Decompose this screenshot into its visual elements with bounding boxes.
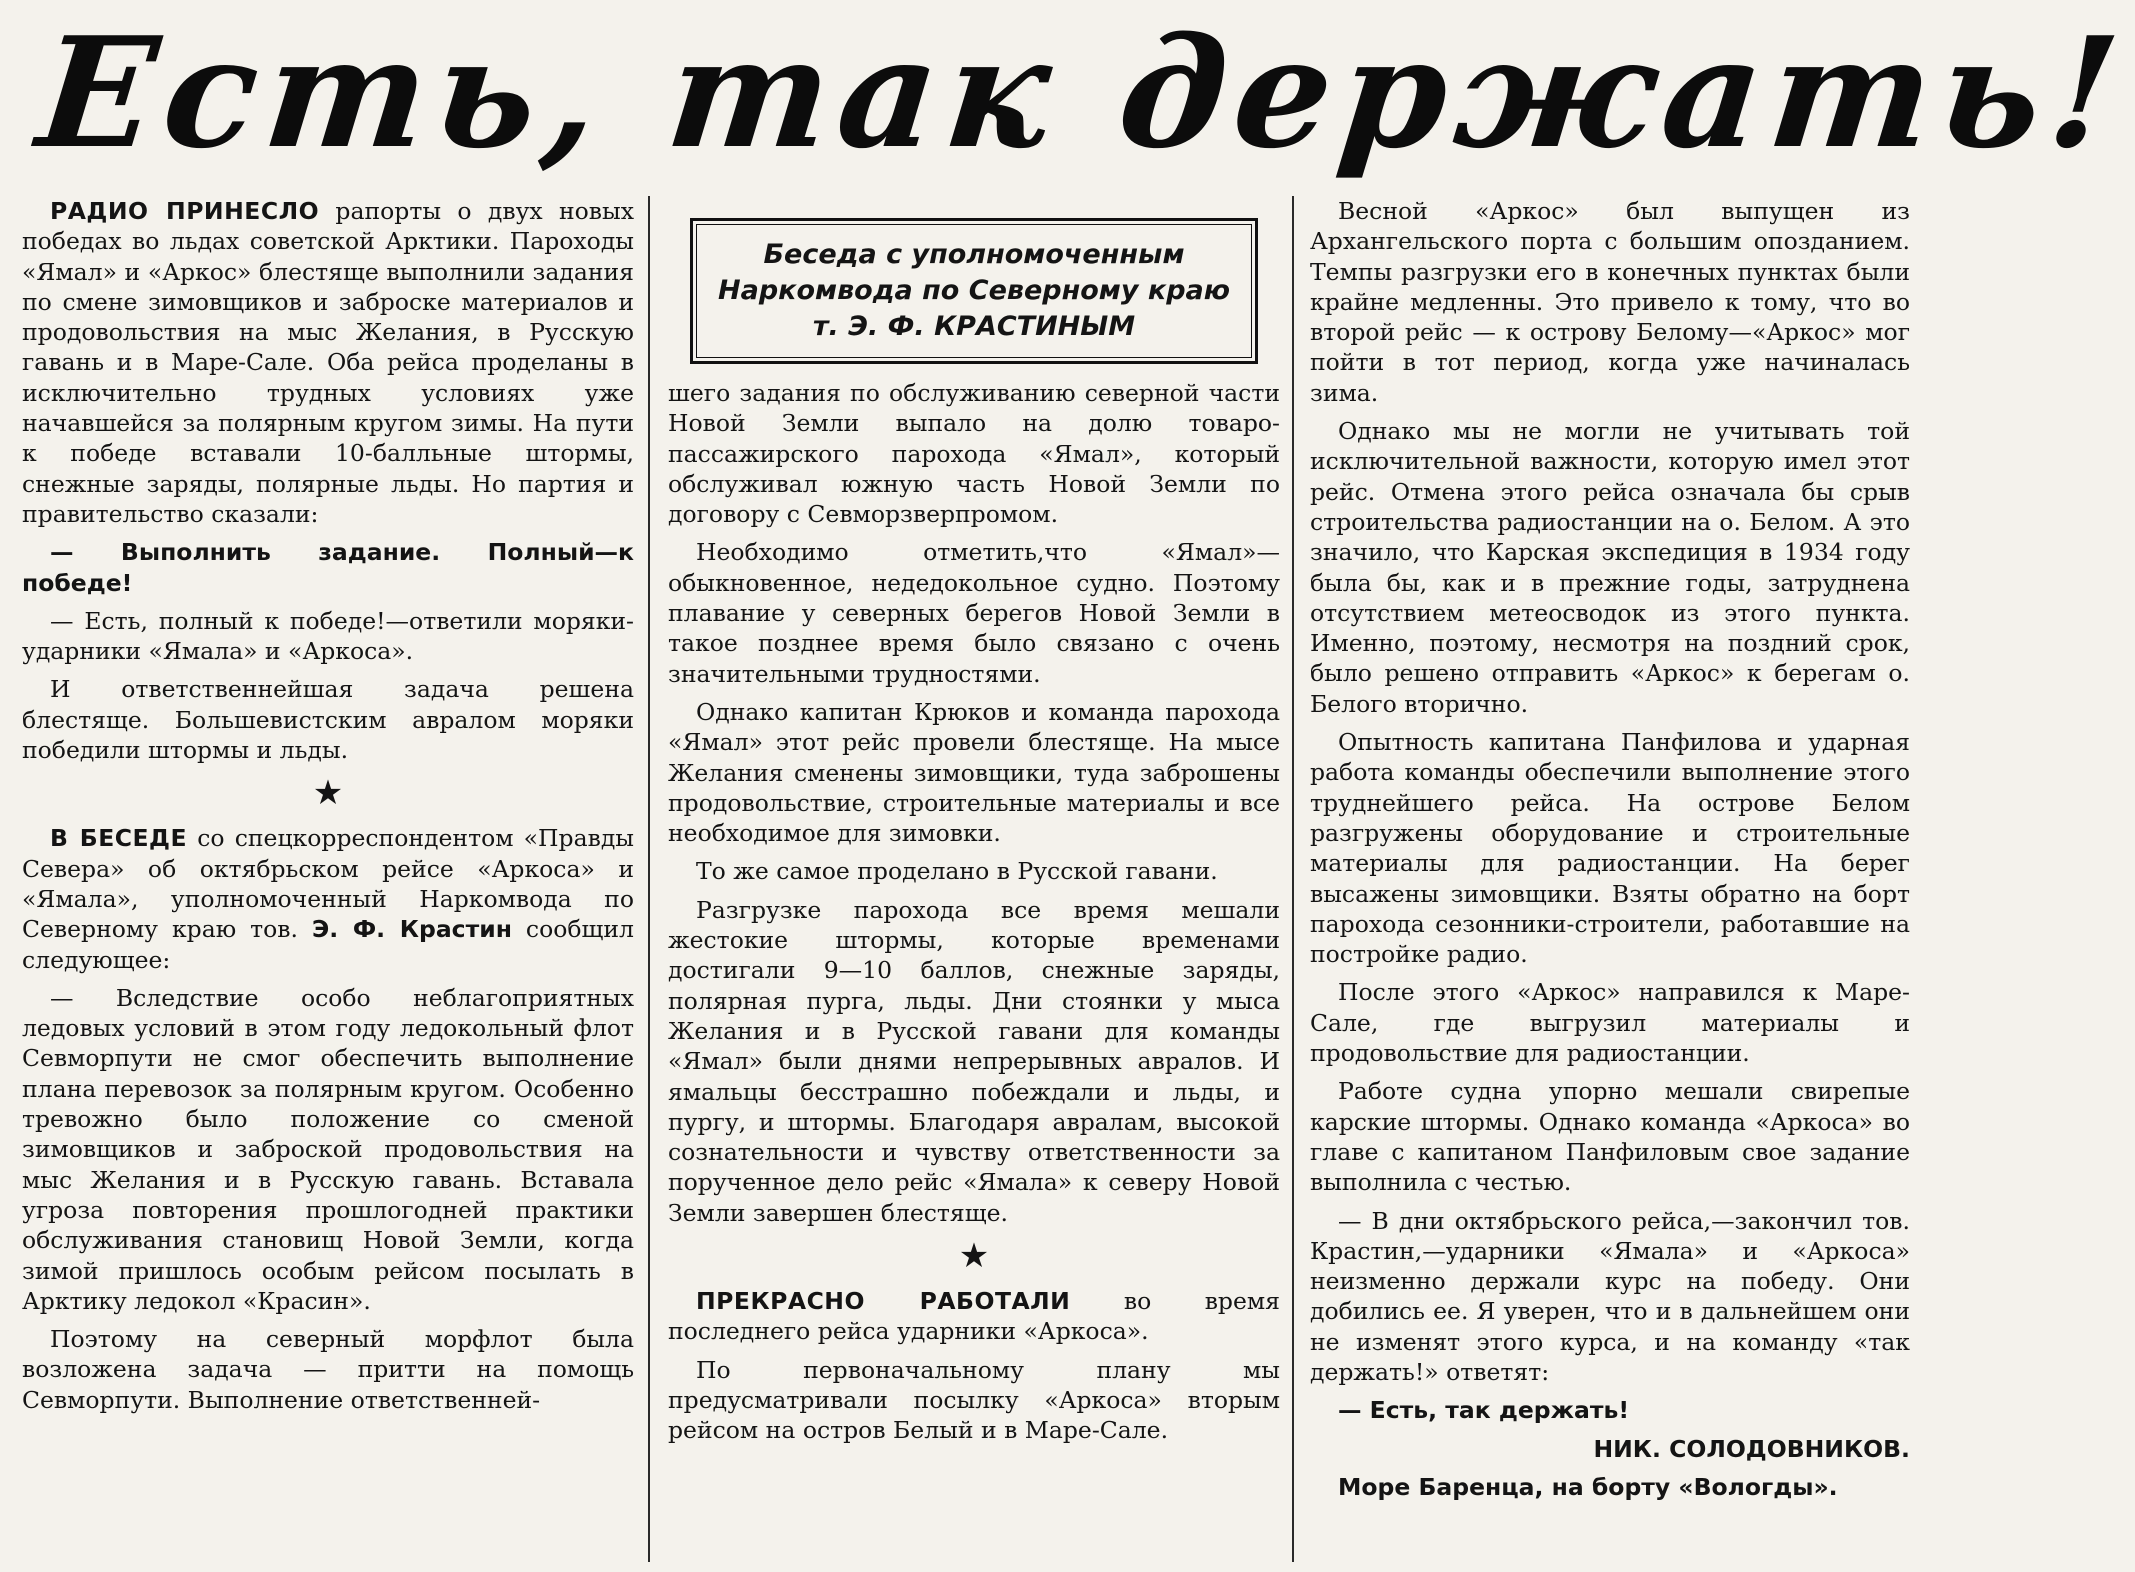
paragraph (22, 196, 634, 529)
paragraph: Работе судна упорно мешали свирепые карские штормы. Однако команда «Аркоса» во главе с капитаном Панфиловым свое задание выполнила с честью. (1310, 1077, 1910, 1197)
column-rule-2 (1292, 196, 1294, 1562)
column-rule-1 (648, 196, 650, 1562)
lead-in: ПРЕКРАСНО РАБОТАЛИ (696, 1287, 1071, 1316)
article-column-1 (22, 196, 634, 1423)
dateline: Море Баренца, на борту «Вологды». (1338, 1472, 1838, 1501)
paragraph (22, 823, 634, 974)
paragraph-text: со спецкорреспондентом «Правды Севера» об октябрьском рейсе «Аркоса» и «Ямала», уполномоченный Наркомвода по Северному краю тов. (22, 824, 634, 944)
paragraph (668, 1286, 1280, 1347)
paragraph: Однако мы не могли не учитывать той исключительной важности, которую имел этот рейс. Отмена этого рейса означала бы срыв строительства радиостанции на о. Белом. А это значило, что Карская экспедиция в 1934 году была бы, как и в прежние годы, затруднена отсутствием метеосводок из этого пункта. Именно, поэтому, несмотря на поздний срок, было решено отправить «Аркос» к берегам о. Белого вторично. (1310, 417, 1910, 718)
paragraph: То же самое проделано в Русской гавани. (696, 857, 1218, 886)
paragraph: шего задания по обслуживанию северной части Новой Земли выпало на долю товаро-пассажирского парохода «Ямал», который обслуживал южную часть Новой Земли по договору с Севморзверпромом. (668, 379, 1280, 529)
paragraph: — В дни октябрьского рейса,—закончил тов. Крастин,—ударники «Ямала» и «Аркоса» неизменно держали курс на победу. Они добились ее. Я уверен, что и в дальнейшем они не изменят этого курса, и на команду «так держать!» ответят: (1310, 1206, 1910, 1386)
article-column-3 (1310, 196, 1910, 1510)
paragraph: Поэтому на северный морфлот была возложена задача — притти на помощь Севморпути. Выполнение ответственней- (22, 1325, 634, 1414)
paragraph: Весной «Аркос» был выпущен из Архангельского порта с большим опозданием. Темпы разгрузки его в конечных пунктах были крайне медленны. Это привело к тому, что во второй рейс — к острову Белому—«Аркос» мог пойти в тот период, когда уже начиналась зима. (1310, 197, 1910, 407)
paragraph: — Есть, полный к победе!—ответили моряки-ударники «Ямала» и «Аркоса». (22, 606, 634, 666)
paragraph: Разгрузке парохода все время мешали жестокие штормы, которые временами достигали 9—10 баллов, снежные заряды, полярная пурга, льды. Дни стоянки у мыса Желания и в Русской гавани для команды «Ямал» были днями непрерывных авралов. И ямальцы бесстрашно побеждали и льды, и пургу, и штормы. Благодаря авралам, высокой сознательности и чувству ответственности за порученное дело рейс «Ямала» к северу Новой Земли завершен блестяще. (668, 895, 1280, 1227)
paragraph: Однако капитан Крюков и команда парохода «Ямал» этот рейс провели блестяще. На мысе Желания сменены зимовщики, туда заброшены продовольствие, строительные материалы и все необходимое для зимовки. (668, 697, 1280, 848)
star-divider: ★ (312, 773, 344, 814)
closing-reply: — Есть, так держать! (1338, 1396, 1630, 1425)
paragraph: После этого «Аркос» направился к Маре-Сале, где выгрузил материалы и продовольствие для радиостанции. (1310, 978, 1910, 1068)
lead-in: РАДИО ПРИНЕСЛО (50, 197, 320, 225)
paragraph: — Вследствие особо неблагоприятных ледовых условий в этом году ледокольный флот Севморпути не смог обеспечить выполнение плана перевозок за полярным кругом. Особенно тревожно было положение со сменой зимовщиков и заброской продовольствия на мыс Желания и в Русскую гавань. Вставала угроза повторения прошлогодней практики обслуживания становищ Новой Земли, когда зимой пришлось особым рейсом посылать в Арктику ледокол «Красин». (22, 983, 634, 1315)
paragraph: — Выполнить задание. Полный—к победе! (22, 538, 634, 597)
paragraph-text: сообщил следующее: (22, 915, 634, 974)
paragraph: И ответственнейшая задача решена блестяще. Большевистским авралом моряки победили штормы и льды. (22, 675, 634, 765)
subheading-text: Беседа с уполномоченным Наркомвода по Северному краю т. Э. Ф. КРАСТИНЫМ (696, 224, 1252, 358)
paragraph: Опытность капитана Панфилова и ударная работа команды обеспечили выполнение этого труднейшего рейса. На острове Белом разгружены оборудование и строительные материалы для радиостанции. На берег высажены зимовщики. Взяты обратно на борт парохода сезонники-строители, работавшие на постройке радио. (1310, 728, 1910, 969)
paragraph: Необходимо отметить,что «Ямал»—обыкновенное, недедокольное судно. Поэтому плавание у северных берегов Новой Земли в такое позднее время было связано с очень значительными трудностями. (668, 538, 1280, 688)
paragraph-text: во время последнего рейса ударники «Аркоса». (668, 1287, 1280, 1346)
author-signature: НИК. СОЛОДОВНИКОВ. (1593, 1434, 1910, 1463)
paragraph: По первоначальному плану мы предусматривали посылку «Аркоса» вторым рейсом на остров Белый и в Маре-Сале. (668, 1355, 1280, 1445)
star-divider: ★ (958, 1236, 990, 1277)
boxed-subheading (690, 218, 1258, 364)
headline: Есть, так держать! (30, 3, 2135, 182)
lead-in: В БЕСЕДЕ (50, 824, 188, 853)
person-name: Э. Ф. Крастин (312, 915, 512, 944)
article-column-2 (668, 196, 1280, 1454)
paragraph-text: рапорты о двух новых победах во льдах советской Арктики. Пароходы «Ямал» и «Аркос» блестяще выполнили задания по смене зимовщиков и заброске материалов и продовольствия на мыс Желания, в Русскую гавань и в Маре-Сале. Оба рейса проделаны в исключительно трудных условиях уже начавшейся за полярным кругом зимы. На пути к победе вставали 10-балльные штормы, снежные заряды, полярные льды. Но партия и правительство сказали: (22, 197, 634, 528)
